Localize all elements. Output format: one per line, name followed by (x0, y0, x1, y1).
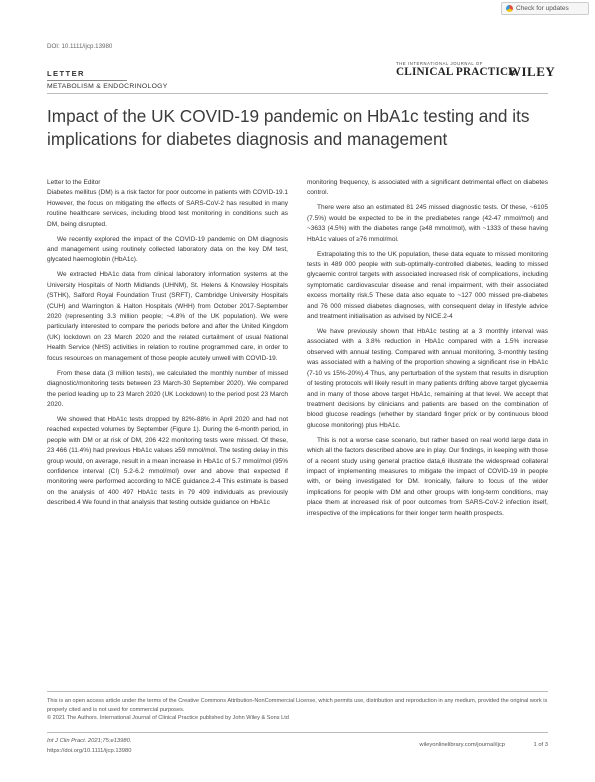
doi-text: DOI: 10.1111/ijcp.13980 (47, 43, 113, 50)
paragraph: Extrapolating this to the UK population, these data equate to missed monitoring tests in 489 000 people with sub-optimally-controlled diabetes, leading to missed glycaemic control targets with associated increased risk of complications, including symptomatic cardiovascular disease and renal impairment, with their associated excess mortality risk.5 These data also equate to ~127 000 missed pre-diabetes and 76 000 missed diabetes diagnoses, with consequent delay in lifestyle advice and treatment initialisation as advised by NICE.2-4 (307, 250, 548, 321)
divider (47, 732, 548, 733)
body-column-left (47, 178, 288, 513)
crossmark-icon (506, 5, 513, 12)
article-type: LETTER (47, 69, 85, 78)
citation-doi-link[interactable]: https://doi.org/10.1111/ijcp.13980 (47, 747, 132, 754)
citation (47, 737, 131, 756)
license-text: This is an open access article under the terms of the Creative Commons Attribution-NonCommercial License, which permits use, distribution and reproduction in any medium, provided the original work is properly cited and is not used for commercial purposes. (47, 698, 548, 713)
paragraph: There were also an estimated 81 245 missed diagnostic tests. Of these, ~6105 (7.5%) would be expected to be in the prediabetes range (42-47 mmol/mol) and ~3633 (4.5%) with the diabetes range (≥48 mmol/mol), with ~1333 of these having HbA1c values of ≥76 mmol/mol. (307, 204, 548, 243)
divider (47, 80, 127, 81)
check-for-updates-button[interactable] (501, 2, 589, 15)
license-notice (47, 697, 548, 723)
body-column-right (307, 178, 548, 524)
journal-logo-top: THE INTERNATIONAL JOURNAL OF (396, 61, 483, 66)
check-for-updates-label: Check for updates (516, 5, 569, 12)
publisher-logo: WILEY (508, 64, 556, 79)
paragraph: From these data (3 million tests), we calculated the monthly number of missed diagnostic/monitoring tests between 23 March-30 September 2020). We compared the period leading up to 23 March 2020 (UK Lockdown) to the period post 23 March 2020. (47, 369, 288, 408)
paragraph: We have previously shown that HbA1c testing at a 3 monthly interval was associated with a 3.8% reduction in HbA1c compared with a 1.5% increase observed with annual testing. Compared with annual monitoring, 3-monthly testing was associated with a halving of the proportion showing a significant rise in HbA1c (7-10 vs 15%-20%).4 Thus, any perturbation of the system that results in disruption of testing protocols will likely result in many patients drifting above target glycaemia and in many of those above target HbA1c, remaining at that level. We accept that treatment decisions by clinicians and patients are based on the combination of blood glucose readings (whether by standard finger prick or by continuous blood glucose monitoring) plus HbA1c. (307, 328, 548, 429)
copyright-text: © 2021 The Authors. International Journal of Clinical Practice published by John Wiley & Sons Ltd (47, 715, 289, 722)
paragraph: We showed that HbA1c tests dropped by 82%-88% in April 2020 and had not reached expected volumes by September (Figure 1). During the 6-month period, in people with DM or at risk of DM, 206 422 monitoring tests were missed. Of these, 23 466 (11.4%) had previous HbA1c values ≥59 mmol/mol. The testing delay in this group would, on average, result in a mean increase in HbA1c of 5.7 mmol/mol (95% confidence interval (CI) 5.2-6.2 mmol/mol) over and above that expected if monitoring were performed according to NICE guidance.2-4 This estimate is based on the analysis of 400 497 HbA1c tests in 79 409 individuals as previously described.4 We found in that analysis that testing outside guidance on HbA1c (47, 415, 288, 507)
page-number: 1 of 3 (533, 742, 548, 748)
paragraph: We recently explored the impact of the COVID-19 pandemic on DM diagnosis and management using routinely collected laboratory data on the key DM test, glycated haemoglobin (HbA1c). (47, 235, 288, 264)
paragraph: Diabetes mellitus (DM) is a risk factor for poor outcome in patients with COVID-19.1 However, the focus on mitigating the effects of SARS-CoV-2 has resulted in many routine healthcare services, including blood test monitoring in conditions such as DM, being disrupted. (47, 189, 288, 228)
journal-site-link[interactable]: wileyonlinelibrary.com/journal/ijcp (419, 742, 505, 748)
article-title: Impact of the UK COVID-19 pandemic on HbA1c testing and its implications for diabetes diagnosis and management (47, 106, 530, 149)
citation-journal: Int J Clin Pract. 2021;75:e13980. (47, 738, 132, 744)
divider (47, 691, 548, 692)
section-label: METABOLISM & ENDOCRINOLOGY (47, 83, 168, 90)
paragraph: We extracted HbA1c data from clinical laboratory information systems at the University Hospitals of North Midlands (UHNM), St. Helens & Knowsley Hospitals (STHK), Salford Royal Foundation Trust (SRFT), Cambridge University Hospitals (CUH) and Warrington & Halton Hospitals (WHH) from October 2017-September 2020 (representing 3.3 million people; ~4.8% of the UK population). We were particularly interested to compare the periods before and after the United Kingdom (UK) lockdown on 23 March 2020 and the related curtailment of usual National Health Service (NHS) activities in relation to routine programmed care, in order to focus resources on management of those people acutely unwell with COVID-19. (47, 271, 288, 362)
salutation: Letter to the Editor (47, 179, 101, 186)
paragraph: monitoring frequency, is associated with a significant detrimental effect on diabetes control. (307, 179, 548, 197)
paragraph: This is not a worse case scenario, but rather based on real world large data in which all the factors described above are in play. Our findings, in keeping with those of a recent study using general practice data,6 illustrate the widespread collateral impact of implementing measures to mitigate the impact of COVID-19 in people with, or being investigated for DM. Ironically, failure to focus of the wider implications for people with DM and other groups with long-term conditions, may place them at increased risk of poor outcomes from SARS-CoV-2 infection itself, irrespective of the implications for their longer term health prospects. (307, 436, 548, 517)
divider (47, 93, 548, 94)
journal-logo: CLINICAL PRACTICE (396, 66, 516, 78)
